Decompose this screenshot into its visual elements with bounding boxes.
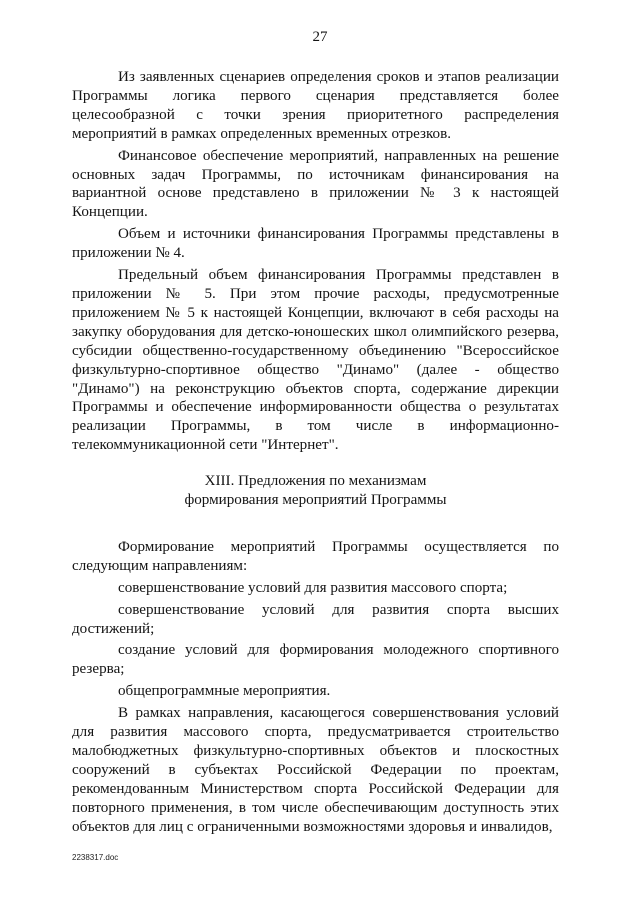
list-item-youth-reserve: создание условий для формирования молодежного спортивного резерва; [72,642,559,678]
document-body [72,68,559,837]
paragraph-financing-appendix-4: Объем и источники финансирования Программы представлены в приложении № 4. [72,226,559,262]
section-heading-line-2: формирования мероприятий Программы [184,492,447,509]
paragraph-financing-appendix-3: Финансовое обеспечение мероприятий, направленных на решение основных задач Программы, по источникам финансирования на вариантной основе представлено в приложении № 3 к настоящей Концепции. [72,147,559,221]
list-item-general-program: общепрограммные мероприятия. [118,683,331,700]
paragraph-scenarios: Из заявленных сценариев определения сроков и этапов реализации Программы логика первого сценария представляется более целесообразной с точки зрения приоритетного распределения мероприятий в рамках определенных временных отрезков. [72,69,559,142]
section-heading [72,472,559,510]
paragraph-directions-intro: Формирование мероприятий Программы осуществляется по следующим направлениям: [72,538,559,574]
document-filename: 2238317.doc [72,853,119,862]
page-number: 27 [312,29,328,45]
paragraph-mass-sport-direction: В рамках направления, касающегося совершенствования условий для развития массового спорта, предусматривается строительство малобюджетных физкультурно-спортивных объектов и плоскостных сооружений в субъектах Российской Федерации по проектам, рекомендованным Министерством спорта Российской Федерации для повторного применения, в том числе обеспечивающим доступность этих объектов для лиц с ограниченными возможностями здоровья и инвалидов, [72,705,559,835]
paragraph-financing-appendix-5: Предельный объем финансирования Программы представлен в приложении № 5. При этом прочие расходы, предусмотренные приложением № 5 к настоящей Концепции, включают в себя расходы на закупку оборудования для детско-юношеских школ олимпийского резерва, субсидии общественно-государственному объединению "Всероссийское физкультурно-спортивное общество "Динамо" (далее - общество "Динамо") на реконструкцию объектов спорта, содержание дирекции Программы и обеспечение информированности общества о результатах реализации Программы, в том числе в информационно-телекоммуникационной сети "Интернет". [72,267,559,454]
list-item-high-performance: совершенствование условий для развития спорта высших достижений; [72,601,559,637]
list-item-mass-sport: совершенствование условий для развития массового спорта; [118,579,508,596]
section-heading-line-1: XIII. Предложения по механизмам [204,473,427,490]
